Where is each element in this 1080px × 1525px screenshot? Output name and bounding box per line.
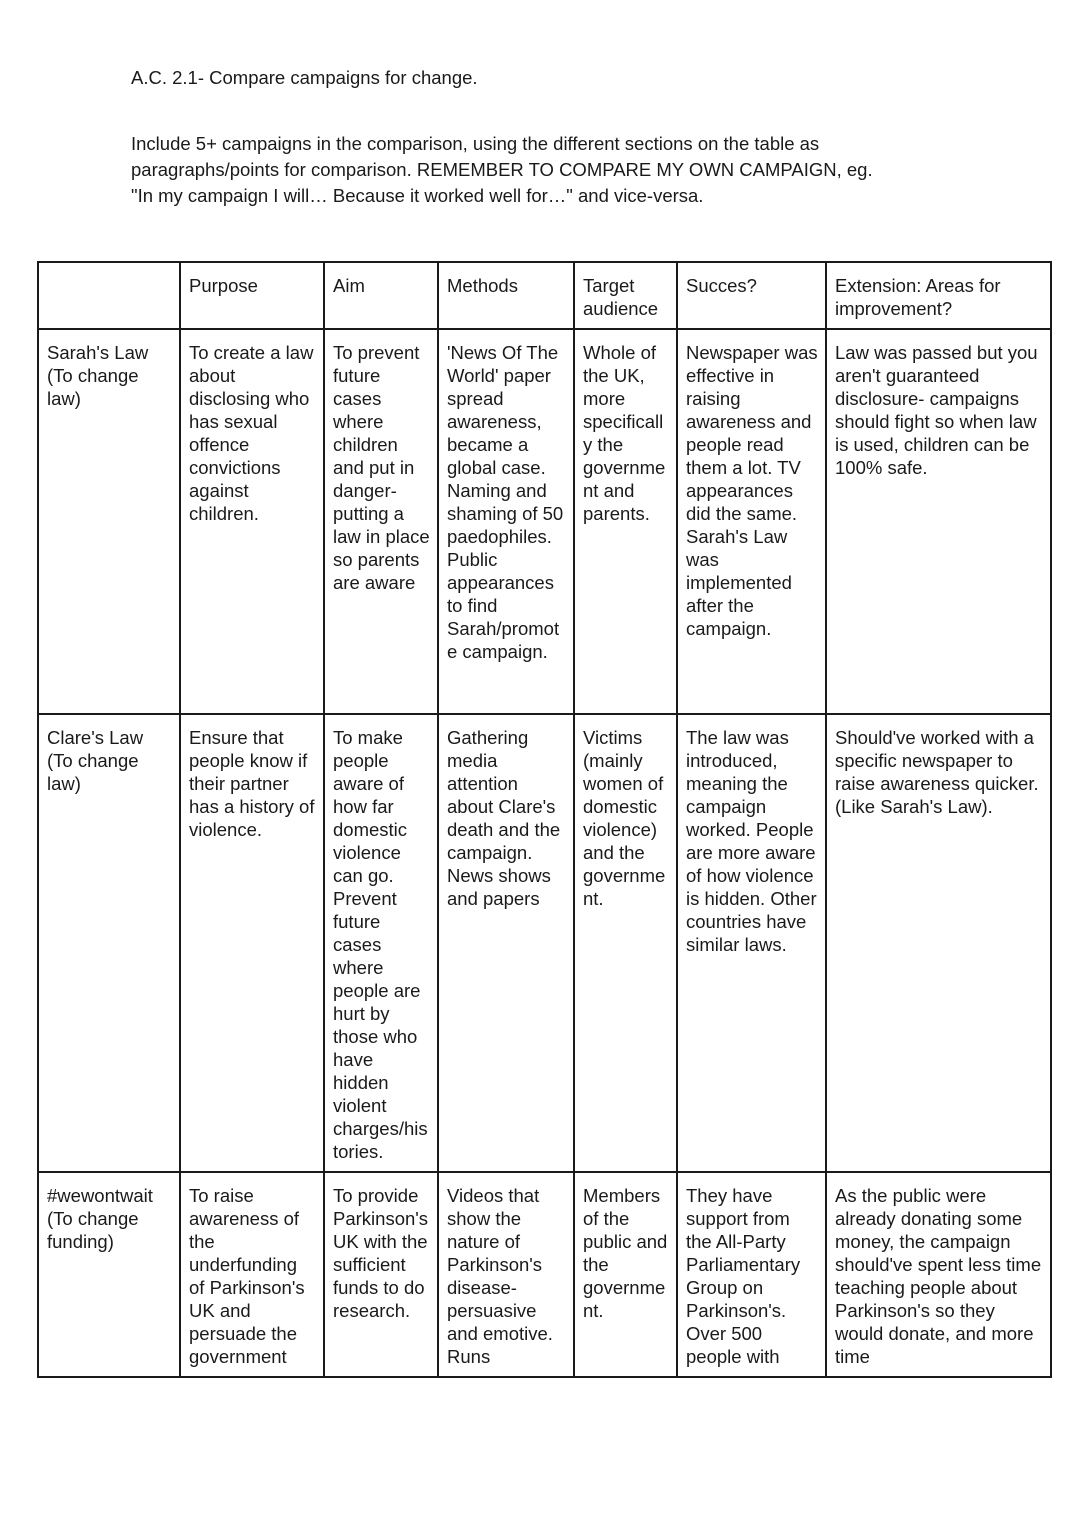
cell-text: As the public were already donating some money, the campaign should've spent less time teaching people about Parkinson's so they would donate, and more time [835, 1185, 1042, 1367]
cell-text: #wewontwait (To change funding) [47, 1185, 153, 1252]
cell-text: They have support from the All-Party Parliamentary Group on Parkinson's. Over 500 people with [686, 1185, 801, 1367]
cell-methods [438, 1172, 574, 1377]
cell-extension: Should've worked with a specific newspaper to raise awareness quicker. (Like Sarah's Law). [826, 714, 1051, 1172]
header-cell-success: Succes? [677, 262, 826, 329]
table-row [38, 1172, 1051, 1377]
cell-purpose: Ensure that people know if their partner has a history of violence. [180, 714, 324, 1172]
table-row [38, 714, 1051, 1172]
instructions-line: paragraphs/points for comparison. REMEMBER TO COMPARE MY OWN CAMPAIGN, eg. [131, 159, 873, 180]
cell-purpose: To create a law about disclosing who has sexual offence convictions against children. [180, 329, 324, 714]
cell-text: To raise awareness of the underfunding of Parkinson's UK and persuade the government [189, 1185, 305, 1367]
cell-success: Newspaper was effective in raising awareness and people read them a lot. TV appearances did the same. Sarah's Law was implemented after the campaign. [677, 329, 826, 714]
cell-aim [324, 1172, 438, 1377]
cell-campaign: Sarah's Law (To change law) [38, 329, 180, 714]
cell-text: To provide Parkinson's UK with the sufficient funds to do research. [333, 1185, 429, 1321]
comparison-table [37, 261, 1052, 1378]
header-cell-extension: Extension: Areas for improvement? [826, 262, 1051, 329]
cell-campaign [38, 1172, 180, 1377]
cell-text: Members of the public and the government. [583, 1185, 668, 1321]
cell-target-audience: Victims (mainly women of domestic violence) and the government. [574, 714, 677, 1172]
cell-aim: To prevent future cases where children and put in danger- putting a law in place so parents are aware [324, 329, 438, 714]
cell-extension: Law was passed but you aren't guaranteed disclosure- campaigns should fight so when law is used, children can be 100% safe. [826, 329, 1051, 714]
cell-target-audience: Whole of the UK, more specifically the government and parents. [574, 329, 677, 714]
instructions [131, 131, 1011, 209]
cell-methods: 'News Of The World' paper spread awareness, became a global case. Naming and shaming of 50 paedophiles. Public appearances to find Sarah/promote campaign. [438, 329, 574, 714]
cell-success: The law was introduced, meaning the campaign worked. People are more aware of how violence is hidden. Other countries have similar laws. [677, 714, 826, 1172]
header-cell-campaign [38, 262, 180, 329]
cell-aim: To make people aware of how far domestic violence can go. Prevent future cases where people are hurt by those who have hidden violent charges/histories. [324, 714, 438, 1172]
cell-purpose [180, 1172, 324, 1377]
cell-methods: Gathering media attention about Clare's death and the campaign. News shows and papers [438, 714, 574, 1172]
header-cell-purpose: Purpose [180, 262, 324, 329]
cell-campaign: Clare's Law (To change law) [38, 714, 180, 1172]
cell-success [677, 1172, 826, 1377]
table-header-row [38, 262, 1051, 329]
header-cell-methods: Methods [438, 262, 574, 329]
cell-target-audience [574, 1172, 677, 1377]
header-cell-target-audience: Target audience [574, 262, 677, 329]
instructions-line: Include 5+ campaigns in the comparison, using the different sections on the table as [131, 133, 820, 154]
cell-text: Videos that show the nature of Parkinson's disease- persuasive and emotive. Runs [447, 1185, 553, 1367]
table-row [38, 329, 1051, 714]
page-heading: A.C. 2.1- Compare campaigns for change. [131, 67, 478, 88]
instructions-line: "In my campaign I will… Because it worked well for…" and vice-versa. [131, 185, 704, 206]
cell-extension [826, 1172, 1051, 1377]
header-cell-aim: Aim [324, 262, 438, 329]
